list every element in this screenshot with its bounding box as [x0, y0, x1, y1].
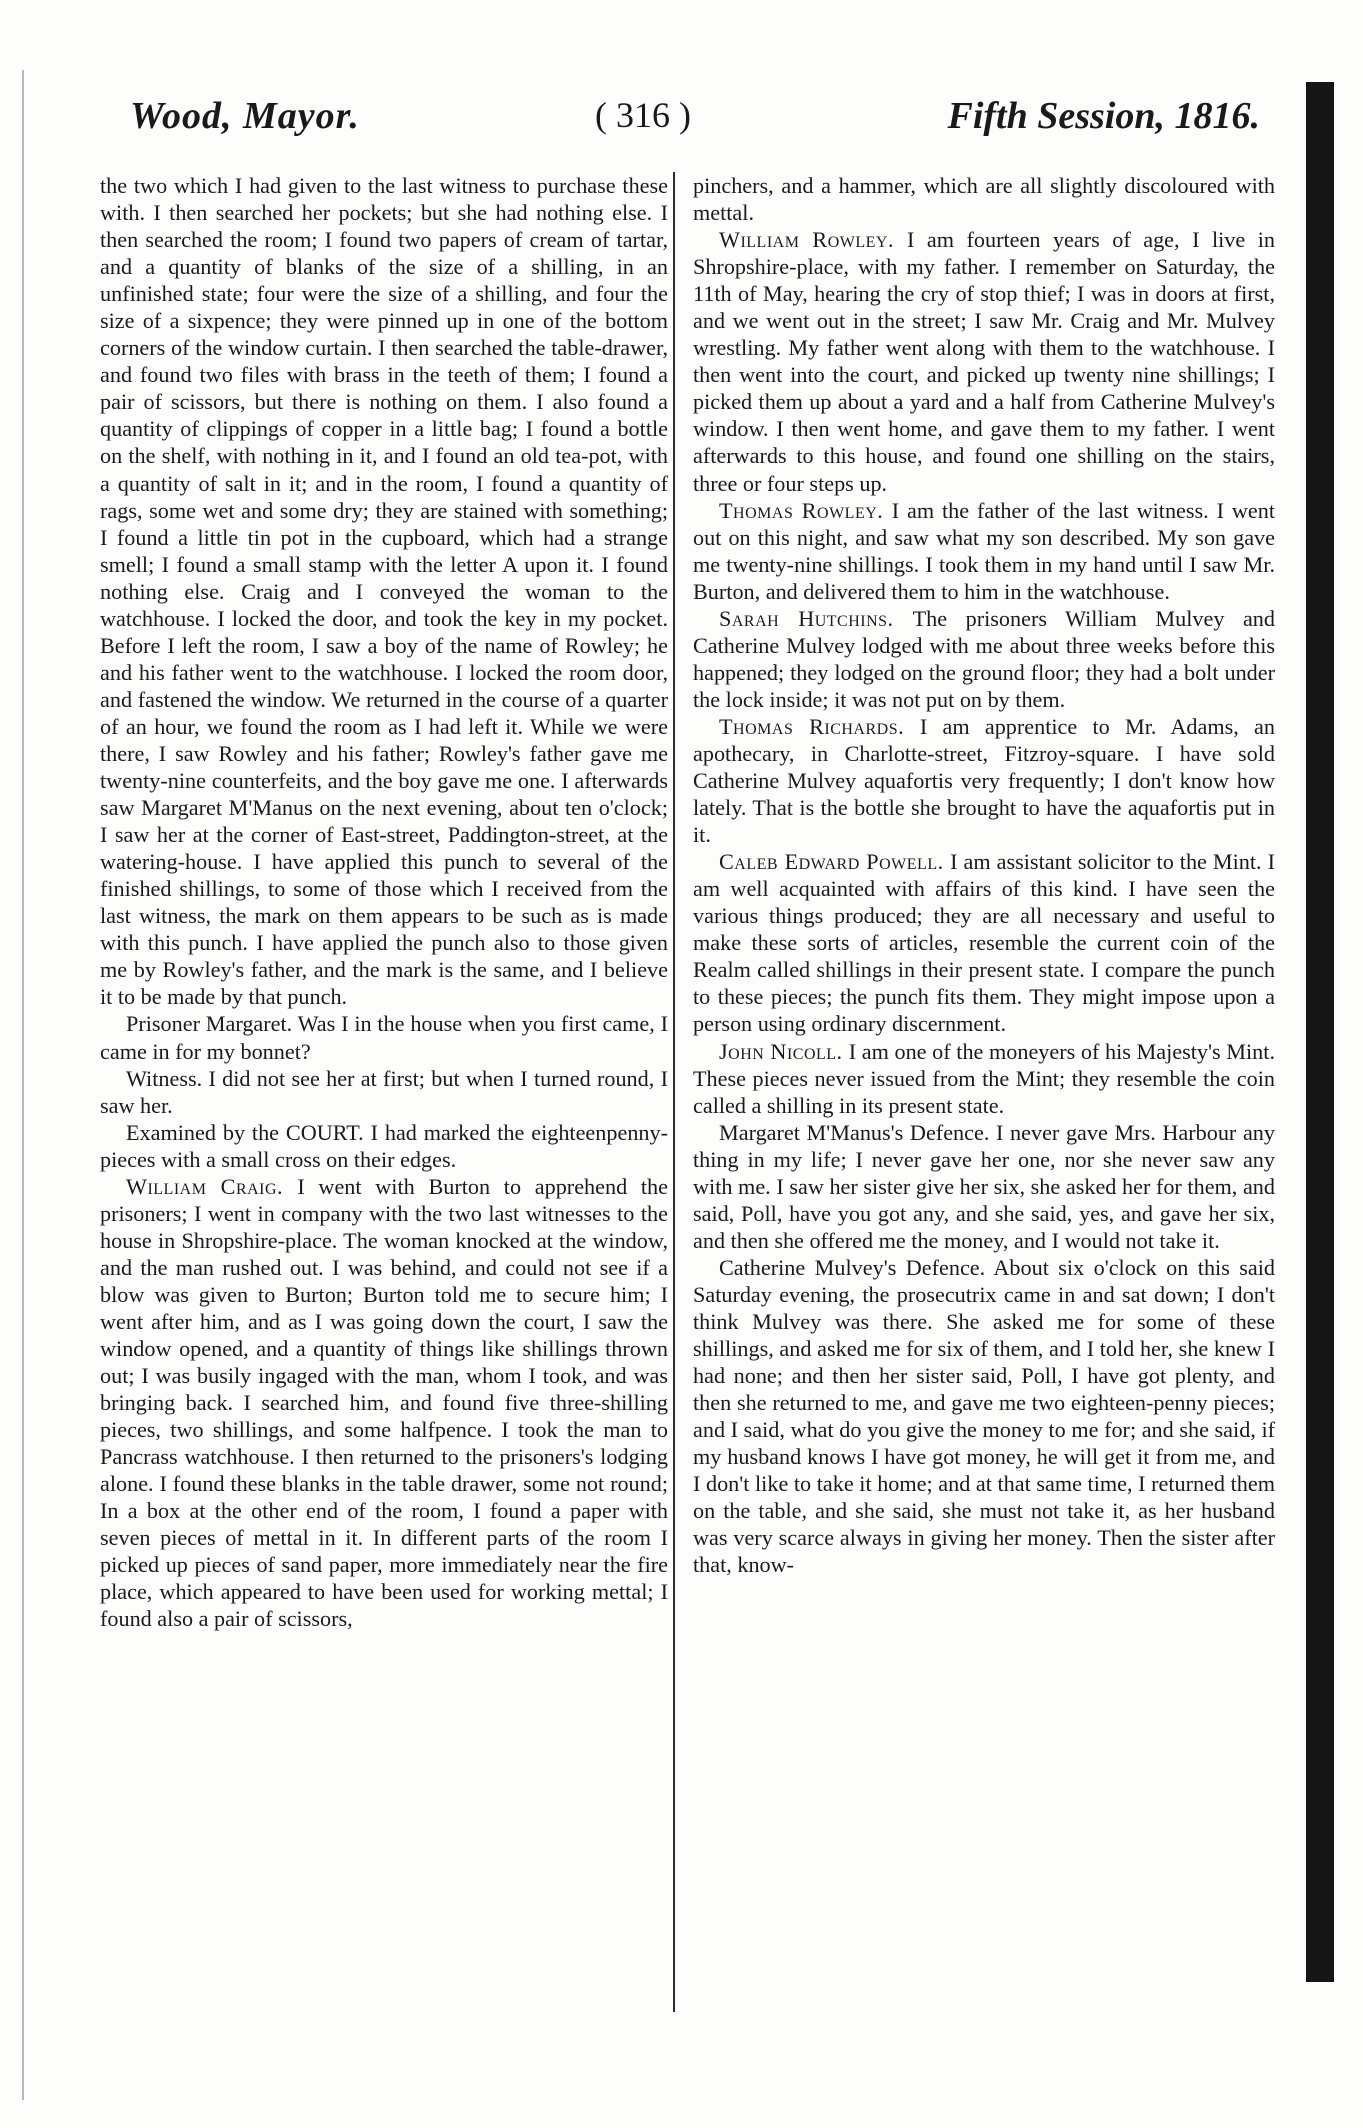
paragraph [693, 172, 1275, 226]
paragraph [100, 1173, 668, 1633]
speaker-name: Thomas Richards. [719, 713, 920, 739]
column-divider [673, 172, 675, 2012]
paragraph-text: I am one of the moneyers of his Majesty's Mint. These pieces never issued from the Mint; they resemble the coin called a shilling in its present state. [693, 1038, 1275, 1118]
binding-shadow [1306, 82, 1334, 1982]
paragraph-text: Margaret M'Manus's Defence. I never gave Mrs. Harbour any thing in my life; I never gave her one, nor she never saw any with me. I saw her sister give her six, she asked her for them, and said, Poll, have you got any, and she said, yes, and gave her six, and then she offered me the money, and I would not take it. [693, 1119, 1275, 1253]
paragraph-text: I went with Burton to apprehend the prisoners; I went in company with the two last witnesses to the house in Shropshire-place. The woman knocked at the window, and the man rushed out. I was behind, and could not see if a blow was given to Burton; Burton told me to secure him; I went after him, and as I was going down the court, I saw the window opened, and a quantity of things like shillings thrown out; I was busily ingaged with the man, whom I took, and was bringing back. I searched him, and found five three-shilling pieces, two shillings, and some halfpence. I took the man to Pancrass watchhouse. I then returned to the prisoners's lodging alone. I found these blanks in the table drawer, some not round; In a box at the other end of the room, I found a paper with seven pieces of mettal in it. In different parts of the room I picked up pieces of sand paper, more immediately near the fire place, which appeared to have been used for working mettal; I found also a pair of scissors, [100, 1173, 668, 1632]
paragraph-text: Prisoner Margaret. Was I in the house when you first came, I came in for my bonnet? [100, 1011, 668, 1064]
page-header [130, 88, 1260, 148]
paragraph [693, 226, 1275, 496]
paragraph [693, 1038, 1275, 1119]
header-right: Fifth Session, 1816. [947, 95, 1260, 137]
paragraph-text: pinchers, and a hammer, which are all slightly discoloured with mettal. [693, 173, 1275, 226]
speaker-name: John Nicoll. [719, 1038, 849, 1064]
paragraph [100, 172, 668, 1010]
paragraph-text: Examined by the COURT. I had marked the eighteenpenny-pieces with a small cross on their edges. [100, 1119, 668, 1172]
paragraph-text: the two which I had given to the last witness to purchase these with. I then searched her pockets; but she had nothing else. I then searched the room; I found two papers of cream of tartar, and a quantity of blanks of the size of a shilling, in an unfinished state; four were the size of a shilling, and four the size of a sixpence; they were pinned up in one of the bottom corners of the window curtain. I then searched the table-drawer, and found two files with brass in the teeth of them; I found a pair of scissors, but there is nothing on them. I also found a quantity of clippings of copper in a little bag; I found a bottle on the shelf, with nothing in it, and I found an old tea-pot, with a quantity of salt in it; and in the room, I found a quantity of rags, some wet and some dry; they are stained with something; I found a little tin pot in the cupboard, which had a strange smell; I found a small stamp with the letter A upon it. I found nothing else. Craig and I conveyed the woman to the watchhouse. I locked the door, and took the key in my pocket. Before I left the room, I saw a boy of the name of Rowley; he and his father went to the watchhouse. I locked the room door, and fastened the window. We returned in the course of a quarter of an hour, we found the room as I had left it. While we were there, I saw Rowley and his father; Rowley's father gave me twenty-nine counterfeits, and the boy gave me one. I afterwards saw Margaret M'Manus on the next evening, about ten o'clock; I saw her at the corner of East-street, Paddington-street, at the watering-house. I have applied this punch to several of the finished shillings, to some of those which I received from the last witness, the mark on them appears to be such as is made with this punch. I have applied the punch also to those given me by Rowley's father, and the mark is the same, and I believe it to be made by that punch. [100, 173, 668, 1010]
paragraph-text: Witness. I did not see her at first; but when I turned round, I saw her. [100, 1065, 668, 1118]
paragraph [693, 605, 1275, 713]
speaker-name: William Rowley. [719, 227, 908, 253]
paragraph-text: Catherine Mulvey's Defence. About six o'clock on this said Saturday evening, the prosecutrix came in and sat down; I don't think Mulvey was there. She asked me for some of these shillings, and asked me for six of them, and I told her, she knew I had none; and then her sister said, Poll, I have got plenty, and then she returned to me, and gave me two eighteen-penny pieces; and I said, what do you give the money to me for; and she said, if my husband knows I have got money, he will get it from me, and I don't like to take it home; and at that same time, I returned them on the table, and she said, she must not take it, as her husband was very scarce always in giving her money. Then the sister after that, know- [693, 1254, 1275, 1578]
paragraph [693, 1254, 1275, 1579]
paragraph [693, 848, 1275, 1037]
right-column [693, 172, 1275, 1578]
paragraph-text: The prisoners William Mulvey and Catherine Mulvey lodged with me about three weeks before this happened; they lodged on the ground floor; they had a bolt under the lock inside; it was not put on by them. [693, 605, 1275, 712]
paragraph-text: I am assistant solicitor to the Mint. I am well acquainted with affairs of this kind. I have seen the various things produced; they are all necessary and useful to make these sorts of articles, resemble the current coin of the Realm called shillings in their present state. I compare the punch to these pieces; the punch fits them. They might impose upon a person using ordinary discernment. [693, 849, 1275, 1037]
speaker-name: William Craig. [126, 1173, 298, 1199]
paragraph [100, 1119, 668, 1173]
header-left: Wood, Mayor. [130, 95, 360, 137]
page-number: ( 316 ) [595, 95, 691, 135]
speaker-name: Caleb Edward Powell. [719, 849, 951, 875]
paragraph [693, 497, 1275, 605]
paragraph [100, 1065, 668, 1119]
speaker-name: Sarah Hutchins. [719, 605, 913, 631]
paragraph-text: I am the father of the last witness. I went out on this night, and saw what my son described. My son gave me twenty-nine shillings. I took them in my hand until I saw Mr. Burton, and delivered them to him in the watchhouse. [693, 497, 1276, 604]
left-column [100, 172, 668, 1633]
paragraph-text: I am apprentice to Mr. Adams, an apothecary, in Charlotte-street, Fitzroy-square. I have sold Catherine Mulvey aquafortis very frequently; I don't know how lately. That is the bottle she brought to have the aquafortis put in it. [693, 713, 1275, 848]
page-edge-rule [22, 70, 24, 2100]
paragraph [693, 713, 1275, 848]
paragraph [100, 1010, 668, 1064]
paragraph [693, 1119, 1275, 1254]
speaker-name: Thomas Rowley. [719, 497, 892, 523]
paragraph-text: I am fourteen years of age, I live in Shropshire-place, with my father. I remember on Saturday, the 11th of May, hearing the cry of stop thief; I was in doors at first, and we went out in the street; I saw Mr. Craig and Mr. Mulvey wrestling. My father went along with them to the watchhouse. I then went into the court, and picked up twenty nine shillings; I picked them up about a yard and a half from Catherine Mulvey's window. I then went home, and gave them to my father. I went afterwards to this house, and found one shilling on the stairs, three or four steps up. [693, 227, 1275, 496]
